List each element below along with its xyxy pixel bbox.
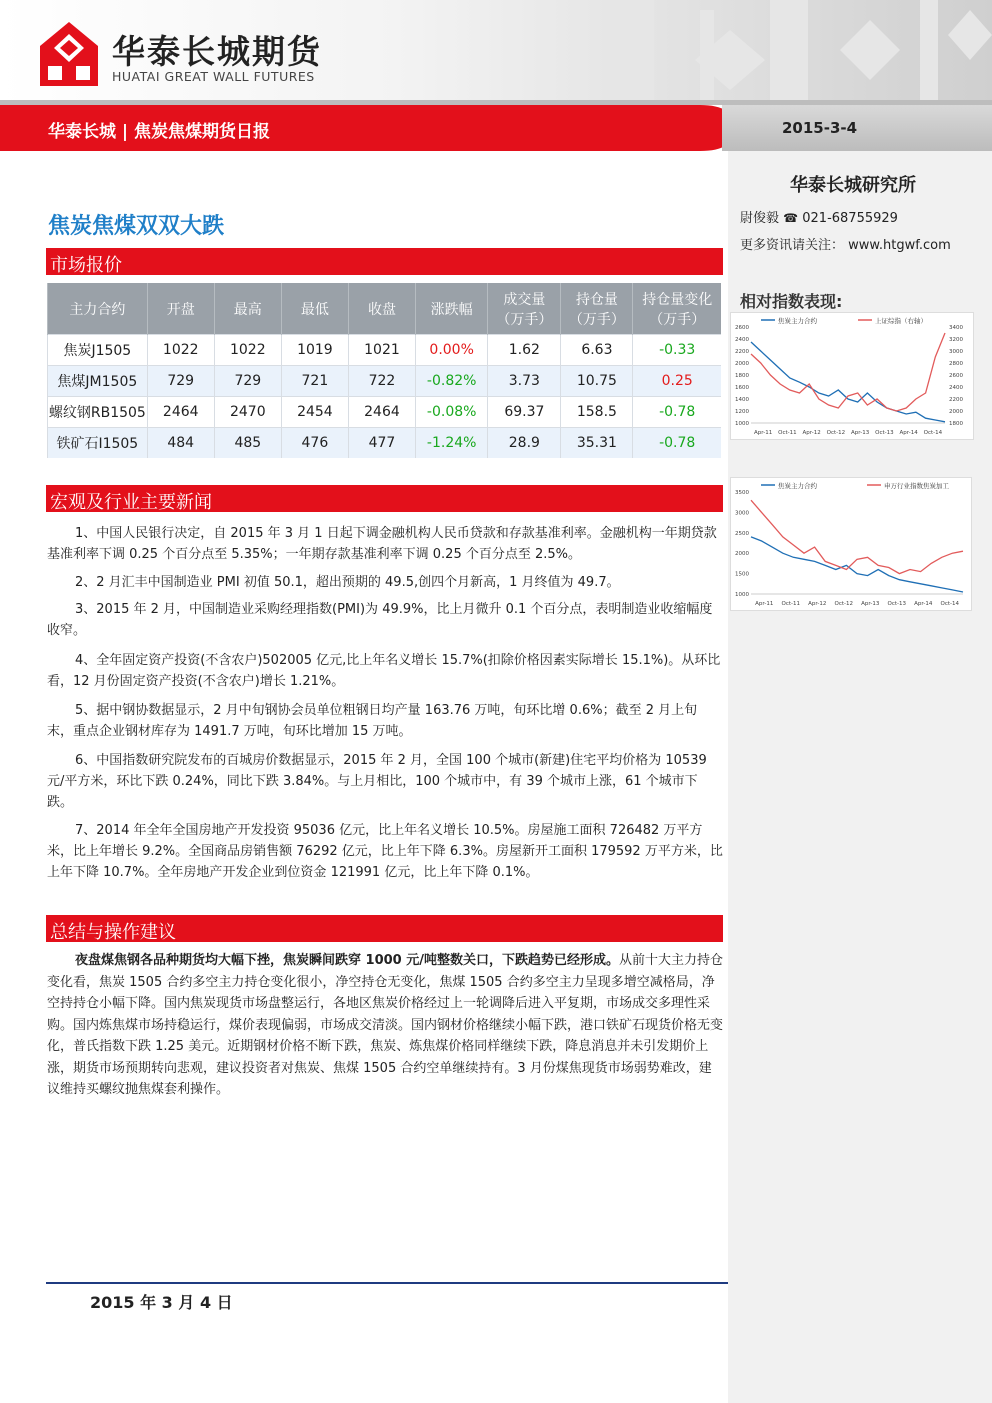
y-tick-label: 1800 xyxy=(949,421,963,427)
table-cell: 6.63 xyxy=(561,335,633,366)
y-tick-label: 2500 xyxy=(735,530,749,537)
legend-label: 焦炭主力合约 xyxy=(778,482,817,490)
table-cell: 729 xyxy=(214,366,281,397)
footer-divider xyxy=(46,1282,728,1284)
table-cell: 0.25 xyxy=(633,366,721,397)
table-cell: 10.75 xyxy=(561,366,633,397)
x-tick-label: Oct-11 xyxy=(781,601,800,607)
table-cell: 485 xyxy=(214,428,281,459)
news-item: 3、2015 年 2 月，中国制造业采购经理指数(PMI)为 49.9%，比上月微升 0.1 个百分点，表明制造业收缩幅度收窄。 xyxy=(47,602,713,638)
x-tick-label: Apr-11 xyxy=(754,430,773,436)
section-title-market: 市场报价 xyxy=(50,255,122,276)
more-info-label: 更多资讯请关注： xyxy=(740,238,845,253)
table-cell: 2470 xyxy=(214,397,281,428)
table-row xyxy=(48,335,722,366)
table-cell: 1019 xyxy=(281,335,348,366)
table-cell: 476 xyxy=(281,428,348,459)
y-tick-label: 2600 xyxy=(735,325,749,331)
column-header: 收盘 xyxy=(348,283,415,335)
y-tick-label: 2800 xyxy=(949,361,963,367)
x-tick-label: Apr-13 xyxy=(861,601,880,607)
table-cell: 729 xyxy=(147,366,214,397)
chart-coke-vs-shanghai xyxy=(730,312,974,440)
y-tick-label: 1400 xyxy=(735,397,749,403)
y-tick-label: 2200 xyxy=(735,349,749,355)
footer-date: 2015 年 3 月 4 日 xyxy=(90,1293,233,1312)
brand-name-cn: 华泰长城期货 xyxy=(112,32,322,71)
table-row xyxy=(48,428,722,459)
relative-performance-title: 相对指数表现: xyxy=(740,292,843,311)
more-info xyxy=(740,234,951,253)
table-cell: -0.82% xyxy=(416,366,488,397)
table-cell: 69.37 xyxy=(488,397,561,428)
y-tick-label: 2000 xyxy=(735,551,749,558)
table-header-row xyxy=(48,283,722,335)
table-cell: 螺纹钢RB1505 xyxy=(48,397,148,428)
table-cell: -0.78 xyxy=(633,397,721,428)
y-tick-label: 3000 xyxy=(735,510,749,517)
column-header: 开盘 xyxy=(147,283,214,335)
news-item: 7、2014 年全年全国房地产开发投资 95036 亿元，比上年名义增长 10.5%。房屋施工面积 726482 万平方米，比上年增长 9.2%。全国商品房销售额 76292 亿元，比上年下降 6.3%。房屋新开工面积 179592 万平方米，比上年下降 10.7%。全年房地产开发企业到位资金 121991 亿元，比上年下降 0.1%。 xyxy=(47,823,723,880)
summary-body: 从前十大主力持仓变化看，焦炭 1505 合约多空主力持仓变化很小，净空持仓无变化，焦煤 1505 合约多空主力呈现多增空减格局，净空持持仓小幅下降。国内焦炭现货市场盘整运行，各地区焦炭价格经过上一轮调降后进入平复期，市场成交多理性采购。国内炼焦煤市场持稳运行，煤价表现偏弱，市场成交清淡。国内钢材价格继续小幅下跌，港口铁矿石现货价格无变化，普氏指数下跌 1.25 美元。近期钢材价格不断下跌，焦炭、炼焦煤价格同样继续下跌，降息消息并未引发期价上涨，期货市场预期转向悲观，建议投资者对焦炭、焦煤 1505 合约空单继续持有。3 月份煤焦现货市场弱势难改，建议维持买螺纹抛焦煤套利操作。 xyxy=(47,953,724,1097)
y-tick-label: 3500 xyxy=(735,490,749,496)
x-tick-label: Apr-13 xyxy=(851,430,870,436)
table-cell: 721 xyxy=(281,366,348,397)
table-cell: 1021 xyxy=(348,335,415,366)
y-tick-label: 2600 xyxy=(949,373,963,379)
x-tick-label: Apr-14 xyxy=(914,601,933,607)
series-line xyxy=(751,500,963,573)
table-cell: -0.78 xyxy=(633,428,721,459)
table-cell: 2464 xyxy=(147,397,214,428)
x-tick-label: Apr-14 xyxy=(899,430,918,436)
table-row xyxy=(48,397,722,428)
institute-name: 华泰长城研究所 xyxy=(790,175,916,196)
analyst-name: 尉俊毅 xyxy=(740,211,780,226)
y-tick-label: 3200 xyxy=(949,337,963,343)
website-link[interactable]: www.htgwf.com xyxy=(848,238,951,253)
column-header: 持仓量 （万手） xyxy=(561,283,633,335)
news-item: 6、中国指数研究院发布的百城房价数据显示，2015 年 2 月，全国 100 个城市(新建)住宅平均价格为 10539 元/平方米，环比下跌 0.24%，同比下跌 3.84%。与上月相比，100 个城市中，有 39 个城市上涨，61 个城市下跌。 xyxy=(47,753,707,810)
y-tick-label: 2000 xyxy=(949,409,963,415)
x-tick-label: Apr-11 xyxy=(755,601,774,607)
x-tick-label: Oct-14 xyxy=(940,601,959,607)
table-cell: 3.73 xyxy=(488,366,561,397)
table-cell: -0.08% xyxy=(416,397,488,428)
table-cell: 28.9 xyxy=(488,428,561,459)
column-header: 最高 xyxy=(214,283,281,335)
table-row xyxy=(48,366,722,397)
table-cell: -1.24% xyxy=(416,428,488,459)
x-tick-label: Apr-12 xyxy=(808,601,827,607)
table-cell: 铁矿石I1505 xyxy=(48,428,148,459)
analyst-phone: 021-68755929 xyxy=(802,211,898,226)
y-tick-label: 1000 xyxy=(735,421,749,427)
headline: 焦炭焦煤双双大跌 xyxy=(48,214,225,239)
y-tick-label: 1500 xyxy=(735,571,749,578)
table-cell: 35.31 xyxy=(561,428,633,459)
table-cell: 722 xyxy=(348,366,415,397)
x-tick-label: Oct-12 xyxy=(834,601,853,607)
brand-name-en: HUATAI GREAT WALL FUTURES xyxy=(112,69,315,84)
table-cell: 2454 xyxy=(281,397,348,428)
column-header: 最低 xyxy=(281,283,348,335)
section-bar-market xyxy=(46,248,723,275)
x-tick-label: Apr-12 xyxy=(802,430,821,436)
summary-paragraph xyxy=(47,950,723,1101)
section-title-summary: 总结与操作建议 xyxy=(50,922,176,943)
news-item: 4、全年固定资产投资(不含农户)502005 亿元,比上年名义增长 15.7%(扣除价格因素实际增长 15.1%)。从环比看，12 月份固定资产投资(不含农户)增长 1.21%。 xyxy=(47,653,721,689)
column-header: 涨跌幅 xyxy=(416,283,488,335)
legend-label: 焦炭主力合约 xyxy=(778,317,817,325)
column-header: 持仓量变化 （万手） xyxy=(633,283,721,335)
y-tick-label: 3000 xyxy=(949,349,963,355)
y-tick-label: 1000 xyxy=(735,592,749,598)
table-cell: 158.5 xyxy=(561,397,633,428)
table-cell: 0.00% xyxy=(416,335,488,366)
quote-table xyxy=(47,283,721,458)
table-cell: 1022 xyxy=(214,335,281,366)
news-item: 2、2 月汇丰中国制造业 PMI 初值 50.1，超出预期的 49.5,创四个月新高，1 月终值为 49.7。 xyxy=(75,575,620,590)
series-line xyxy=(751,342,945,422)
y-tick-label: 2000 xyxy=(735,361,749,367)
news-item: 1、中国人民银行决定，自 2015 年 3 月 1 日起下调金融机构人民币贷款和存款基准利率。金融机构一年期贷款基准利率下调 0.25 个百分点至 5.35%；一年期存款基准利率下调 0.25 个百分点至 2.5%。 xyxy=(47,526,717,562)
legend-label: 上证综指（右轴） xyxy=(875,317,927,325)
y-tick-label: 2400 xyxy=(735,337,749,343)
x-tick-label: Oct-14 xyxy=(923,430,943,436)
y-tick-label: 2200 xyxy=(949,397,963,403)
table-cell: 477 xyxy=(348,428,415,459)
legend-label: 申万行业指数焦炭加工 xyxy=(884,482,949,490)
series-line xyxy=(751,537,963,592)
section-title-news: 宏观及行业主要新闻 xyxy=(50,492,212,513)
table-cell: 2464 xyxy=(348,397,415,428)
table-cell: 1.62 xyxy=(488,335,561,366)
table-cell: 484 xyxy=(147,428,214,459)
x-tick-label: Oct-11 xyxy=(778,430,797,436)
x-tick-label: Oct-12 xyxy=(826,430,846,436)
column-header: 主力合约 xyxy=(48,283,148,335)
table-cell: 1022 xyxy=(147,335,214,366)
report-title: 华泰长城 | 焦炭焦煤期货日报 xyxy=(48,122,271,142)
y-tick-label: 2400 xyxy=(949,385,963,391)
column-header: 成交量 （万手） xyxy=(488,283,561,335)
header-decoration xyxy=(560,0,992,104)
phone-icon: ☎ xyxy=(783,211,799,225)
y-tick-label: 1200 xyxy=(735,409,749,415)
table-cell: -0.33 xyxy=(633,335,721,366)
y-tick-label: 3400 xyxy=(949,325,963,331)
analyst-contact xyxy=(740,207,898,226)
chart-coke-vs-sector xyxy=(730,477,972,611)
x-tick-label: Oct-13 xyxy=(887,601,906,607)
news-item: 5、据中钢协数据显示，2 月中旬钢协会员单位粗钢日均产量 163.76 万吨，旬环比增 0.6%；截至 2 月上旬末，重点企业钢材库存为 1491.7 万吨，旬环比增加 15 万吨。 xyxy=(47,703,698,739)
y-tick-label: 1600 xyxy=(735,385,749,391)
x-tick-label: Oct-13 xyxy=(875,430,894,436)
report-date: 2015-3-4 xyxy=(782,119,858,137)
summary-lead: 夜盘煤焦钢各品种期货均大幅下挫，焦炭瞬间跌穿 1000 元/吨整数关口，下跌趋势已经形成。 xyxy=(75,953,619,968)
company-logo xyxy=(40,22,98,86)
table-cell: 焦炭J1505 xyxy=(48,335,148,366)
y-tick-label: 1800 xyxy=(735,373,749,379)
table-cell: 焦煤JM1505 xyxy=(48,366,148,397)
